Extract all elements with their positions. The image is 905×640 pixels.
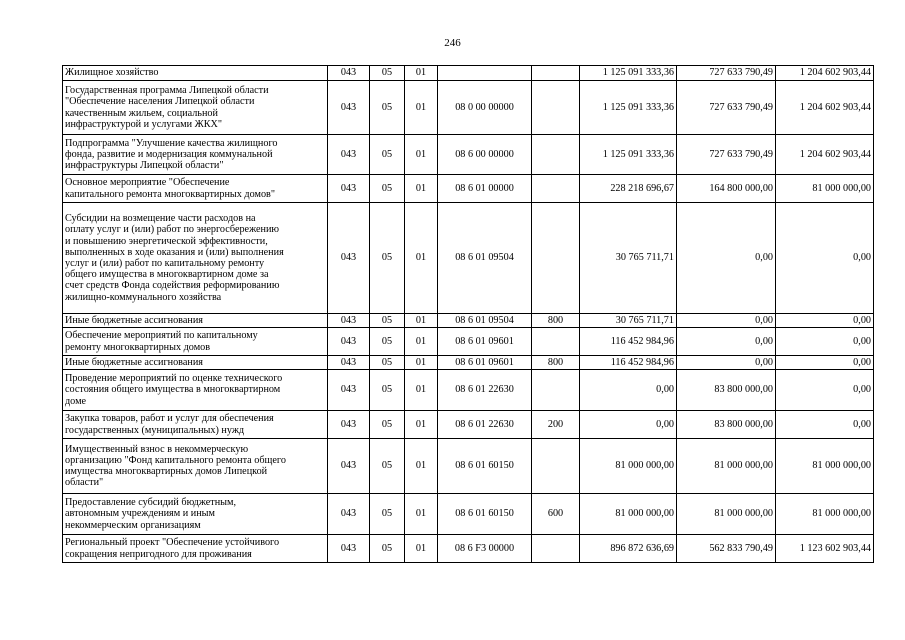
amount-1-cell: 1 125 091 333,36 xyxy=(580,135,677,175)
expense-type-cell xyxy=(532,328,580,356)
amount-2-cell: 83 800 000,00 xyxy=(677,370,776,411)
ministry-code-cell: 043 xyxy=(328,494,370,535)
section-code-cell: 05 xyxy=(370,370,405,411)
table-row xyxy=(63,328,874,356)
target-article-cell: 08 6 00 00000 xyxy=(438,135,532,175)
amount-1-cell: 896 872 636,69 xyxy=(580,535,677,563)
section-code-cell: 05 xyxy=(370,81,405,135)
subsection-code-cell: 01 xyxy=(405,370,438,411)
item-name-cell: Субсидии на возмещение части расходов на оплату услуг и (или) работ по энергосбережению и повышению энергетической эффективности, выполненных в ходе оказания и (или) выполнения услуг и (или) работ по капитальному ремонту общего имущества в многоквартирном доме за счет средств Фонда содействия реформированию жилищно-коммунального хозяйства xyxy=(63,203,328,314)
target-article-cell: 08 6 01 09601 xyxy=(438,328,532,356)
amount-2-cell: 727 633 790,49 xyxy=(677,135,776,175)
section-code-cell: 05 xyxy=(370,328,405,356)
section-code-cell: 05 xyxy=(370,135,405,175)
amount-2-cell: 81 000 000,00 xyxy=(677,439,776,494)
section-code-cell: 05 xyxy=(370,494,405,535)
subsection-code-cell: 01 xyxy=(405,314,438,328)
subsection-code-cell: 01 xyxy=(405,328,438,356)
amount-2-cell: 727 633 790,49 xyxy=(677,81,776,135)
item-name-cell: Имущественный взнос в некоммерческую организацию "Фонд капитального ремонта общего имущества многоквартирных домов Липецкой области" xyxy=(63,439,328,494)
subsection-code-cell: 01 xyxy=(405,203,438,314)
amount-2-cell: 727 633 790,49 xyxy=(677,66,776,81)
expense-type-cell: 200 xyxy=(532,411,580,439)
item-name-cell: Иные бюджетные ассигнования xyxy=(63,356,328,370)
ministry-code-cell: 043 xyxy=(328,535,370,563)
budget-table xyxy=(62,65,874,563)
subsection-code-cell: 01 xyxy=(405,411,438,439)
table-row xyxy=(63,135,874,175)
target-article-cell: 08 6 01 22630 xyxy=(438,370,532,411)
amount-3-cell: 0,00 xyxy=(776,203,874,314)
amount-3-cell: 0,00 xyxy=(776,314,874,328)
target-article-cell: 08 6 01 09601 xyxy=(438,356,532,370)
table-row xyxy=(63,356,874,370)
amount-1-cell: 30 765 711,71 xyxy=(580,314,677,328)
table-row xyxy=(63,175,874,203)
ministry-code-cell: 043 xyxy=(328,66,370,81)
amount-3-cell: 0,00 xyxy=(776,356,874,370)
item-name-cell: Иные бюджетные ассигнования xyxy=(63,314,328,328)
subsection-code-cell: 01 xyxy=(405,175,438,203)
subsection-code-cell: 01 xyxy=(405,494,438,535)
section-code-cell: 05 xyxy=(370,535,405,563)
expense-type-cell: 800 xyxy=(532,356,580,370)
item-name-cell: Государственная программа Липецкой области "Обеспечение населения Липецкой области качественным жильем, социальной инфраструктурой и услугами ЖКХ" xyxy=(63,81,328,135)
ministry-code-cell: 043 xyxy=(328,411,370,439)
expense-type-cell: 600 xyxy=(532,494,580,535)
amount-2-cell: 83 800 000,00 xyxy=(677,411,776,439)
section-code-cell: 05 xyxy=(370,439,405,494)
page-number: 246 xyxy=(444,37,461,49)
item-name-cell: Предоставление субсидий бюджетным, автономным учреждениям и иным некоммерческим организациям xyxy=(63,494,328,535)
amount-2-cell: 0,00 xyxy=(677,328,776,356)
amount-2-cell: 562 833 790,49 xyxy=(677,535,776,563)
item-name-cell: Основное мероприятие "Обеспечение капитального ремонта многоквартирных домов" xyxy=(63,175,328,203)
section-code-cell: 05 xyxy=(370,356,405,370)
ministry-code-cell: 043 xyxy=(328,370,370,411)
table-row xyxy=(63,494,874,535)
amount-3-cell: 0,00 xyxy=(776,411,874,439)
target-article-cell: 08 6 F3 00000 xyxy=(438,535,532,563)
expense-type-cell xyxy=(532,81,580,135)
item-name-cell: Жилищное хозяйство xyxy=(63,66,328,81)
amount-2-cell: 0,00 xyxy=(677,203,776,314)
amount-2-cell: 81 000 000,00 xyxy=(677,494,776,535)
expense-type-cell xyxy=(532,370,580,411)
amount-3-cell: 1 204 602 903,44 xyxy=(776,81,874,135)
table-body xyxy=(63,66,874,563)
table-row xyxy=(63,439,874,494)
expense-type-cell xyxy=(532,135,580,175)
table-row xyxy=(63,370,874,411)
amount-1-cell: 0,00 xyxy=(580,411,677,439)
amount-2-cell: 0,00 xyxy=(677,314,776,328)
amount-3-cell: 81 000 000,00 xyxy=(776,175,874,203)
expense-type-cell xyxy=(532,439,580,494)
amount-3-cell: 1 123 602 903,44 xyxy=(776,535,874,563)
subsection-code-cell: 01 xyxy=(405,439,438,494)
ministry-code-cell: 043 xyxy=(328,328,370,356)
section-code-cell: 05 xyxy=(370,203,405,314)
target-article-cell: 08 6 01 22630 xyxy=(438,411,532,439)
table-row xyxy=(63,535,874,563)
item-name-cell: Обеспечение мероприятий по капитальному ремонту многоквартирных домов xyxy=(63,328,328,356)
amount-3-cell: 1 204 602 903,44 xyxy=(776,135,874,175)
section-code-cell: 05 xyxy=(370,314,405,328)
item-name-cell: Региональный проект "Обеспечение устойчивого сокращения непригодного для проживания xyxy=(63,535,328,563)
expense-type-cell xyxy=(532,175,580,203)
section-code-cell: 05 xyxy=(370,411,405,439)
ministry-code-cell: 043 xyxy=(328,314,370,328)
amount-3-cell: 0,00 xyxy=(776,328,874,356)
expense-type-cell xyxy=(532,203,580,314)
item-name-cell: Проведение мероприятий по оценке технического состояния общего имущества в многоквартирном доме xyxy=(63,370,328,411)
ministry-code-cell: 043 xyxy=(328,81,370,135)
item-name-cell: Закупка товаров, работ и услуг для обеспечения государственных (муниципальных) нужд xyxy=(63,411,328,439)
target-article-cell xyxy=(438,66,532,81)
section-code-cell: 05 xyxy=(370,66,405,81)
ministry-code-cell: 043 xyxy=(328,356,370,370)
subsection-code-cell: 01 xyxy=(405,535,438,563)
expense-type-cell xyxy=(532,66,580,81)
subsection-code-cell: 01 xyxy=(405,81,438,135)
target-article-cell: 08 0 00 00000 xyxy=(438,81,532,135)
target-article-cell: 08 6 01 00000 xyxy=(438,175,532,203)
table-row xyxy=(63,81,874,135)
ministry-code-cell: 043 xyxy=(328,175,370,203)
amount-1-cell: 1 125 091 333,36 xyxy=(580,66,677,81)
table-row xyxy=(63,314,874,328)
amount-3-cell: 0,00 xyxy=(776,370,874,411)
item-name-cell: Подпрограмма "Улучшение качества жилищного фонда, развитие и модернизация коммунальной инфраструктуры Липецкой области" xyxy=(63,135,328,175)
table-row xyxy=(63,66,874,81)
amount-1-cell: 1 125 091 333,36 xyxy=(580,81,677,135)
amount-3-cell: 81 000 000,00 xyxy=(776,439,874,494)
amount-1-cell: 81 000 000,00 xyxy=(580,494,677,535)
amount-1-cell: 81 000 000,00 xyxy=(580,439,677,494)
table-row xyxy=(63,203,874,314)
amount-1-cell: 228 218 696,67 xyxy=(580,175,677,203)
amount-1-cell: 30 765 711,71 xyxy=(580,203,677,314)
subsection-code-cell: 01 xyxy=(405,356,438,370)
amount-1-cell: 116 452 984,96 xyxy=(580,356,677,370)
target-article-cell: 08 6 01 09504 xyxy=(438,314,532,328)
subsection-code-cell: 01 xyxy=(405,135,438,175)
target-article-cell: 08 6 01 60150 xyxy=(438,494,532,535)
target-article-cell: 08 6 01 09504 xyxy=(438,203,532,314)
ministry-code-cell: 043 xyxy=(328,135,370,175)
expense-type-cell xyxy=(532,535,580,563)
amount-1-cell: 116 452 984,96 xyxy=(580,328,677,356)
amount-1-cell: 0,00 xyxy=(580,370,677,411)
amount-3-cell: 1 204 602 903,44 xyxy=(776,66,874,81)
subsection-code-cell: 01 xyxy=(405,66,438,81)
table-row xyxy=(63,411,874,439)
amount-2-cell: 0,00 xyxy=(677,356,776,370)
section-code-cell: 05 xyxy=(370,175,405,203)
expense-type-cell: 800 xyxy=(532,314,580,328)
amount-2-cell: 164 800 000,00 xyxy=(677,175,776,203)
ministry-code-cell: 043 xyxy=(328,439,370,494)
ministry-code-cell: 043 xyxy=(328,203,370,314)
target-article-cell: 08 6 01 60150 xyxy=(438,439,532,494)
amount-3-cell: 81 000 000,00 xyxy=(776,494,874,535)
